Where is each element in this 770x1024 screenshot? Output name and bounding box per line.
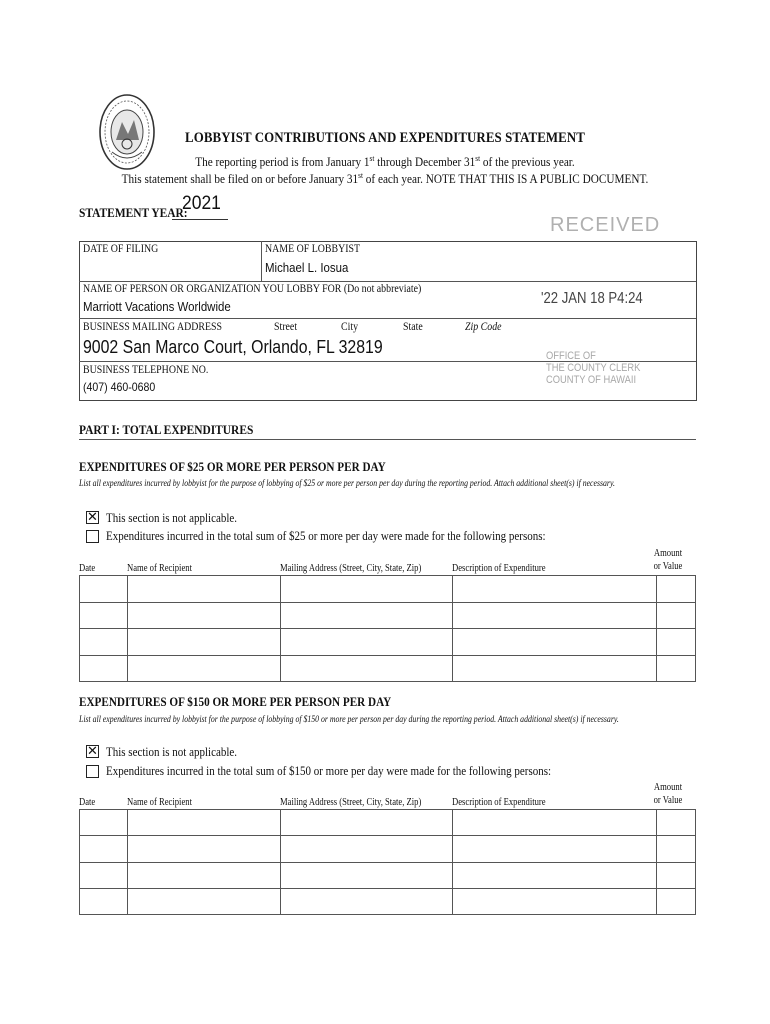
table-cell[interactable] <box>657 629 696 656</box>
street-label: Street <box>274 321 298 333</box>
table-cell[interactable] <box>281 655 453 682</box>
table-cell[interactable] <box>657 810 696 836</box>
col-mailing-address: Mailing Address (Street, City, State, Zip) <box>280 797 422 808</box>
form-title: LOBBYIST CONTRIBUTIONS AND EXPENDITURES STATEMENT <box>185 130 585 146</box>
col-amount: Amount or Value <box>653 782 683 806</box>
section-150-not-applicable-label: This section is not applicable. <box>106 745 238 759</box>
col-description: Description of Expenditure <box>452 797 546 808</box>
section-150-incurred-label: Expenditures incurred in the total sum of $150 or more per day were made for the following persons: <box>106 764 552 778</box>
table-cell[interactable] <box>128 576 281 603</box>
table-row <box>80 862 696 888</box>
table-cell[interactable] <box>128 810 281 836</box>
col-amount: Amount or Value <box>653 548 683 572</box>
date-of-filing-label: DATE OF FILING <box>83 243 159 255</box>
table-cell[interactable] <box>80 629 128 656</box>
col-name-of-recipient: Name of Recipient <box>127 563 192 574</box>
section-25-expenditure-table <box>79 575 696 682</box>
table-cell[interactable] <box>453 836 657 862</box>
section-150-incurred-checkbox[interactable] <box>86 765 99 778</box>
table-cell[interactable] <box>657 655 696 682</box>
table-cell[interactable] <box>128 629 281 656</box>
statement-year-field[interactable]: 2021 <box>182 193 221 214</box>
table-cell[interactable] <box>281 810 453 836</box>
col-mailing-address: Mailing Address (Street, City, State, Zip) <box>280 563 422 574</box>
table-cell[interactable] <box>80 810 128 836</box>
table-cell[interactable] <box>657 836 696 862</box>
divider <box>261 241 262 281</box>
received-stamp: RECEIVED <box>550 214 661 236</box>
table-cell[interactable] <box>128 862 281 888</box>
telephone-field[interactable]: (407) 460-0680 <box>83 380 156 394</box>
table-row <box>80 810 696 836</box>
table-cell[interactable] <box>281 602 453 629</box>
table-cell[interactable] <box>281 836 453 862</box>
table-cell[interactable] <box>80 862 128 888</box>
table-cell[interactable] <box>453 602 657 629</box>
part-one-title: PART I: TOTAL EXPENDITURES <box>79 422 254 437</box>
table-cell[interactable] <box>453 810 657 836</box>
table-cell[interactable] <box>80 836 128 862</box>
table-cell[interactable] <box>453 888 657 914</box>
table-cell[interactable] <box>80 576 128 603</box>
table-cell[interactable] <box>128 655 281 682</box>
section-25-incurred-label: Expenditures incurred in the total sum of $25 or more per day were made for the following persons: <box>106 529 546 543</box>
col-date: Date <box>79 797 96 808</box>
table-row <box>80 576 696 603</box>
table-cell[interactable] <box>281 629 453 656</box>
table-cell[interactable] <box>657 862 696 888</box>
divider <box>79 439 696 440</box>
table-cell[interactable] <box>80 655 128 682</box>
table-cell[interactable] <box>453 629 657 656</box>
lobbyist-name-field[interactable]: Michael L. Iosua <box>265 260 349 275</box>
city-label: City <box>341 321 359 333</box>
table-cell[interactable] <box>657 576 696 603</box>
section-150-not-applicable-checkbox[interactable]: ✕ <box>87 744 98 759</box>
divider <box>79 281 696 282</box>
section-150-title: EXPENDITURES OF $150 OR MORE PER PERSON PER DAY <box>79 694 392 709</box>
table-row <box>80 602 696 629</box>
section-25-incurred-checkbox[interactable] <box>86 530 99 543</box>
mailing-address-label: BUSINESS MAILING ADDRESS <box>83 321 223 333</box>
section-25-title: EXPENDITURES OF $25 OR MORE PER PERSON PER DAY <box>79 459 386 474</box>
county-clerk-stamp: OFFICE OF THE COUNTY CLERK COUNTY OF HAWAII <box>546 350 641 386</box>
table-cell[interactable] <box>281 888 453 914</box>
table-cell[interactable] <box>657 888 696 914</box>
telephone-label: BUSINESS TELEPHONE NO. <box>83 364 209 376</box>
table-row <box>80 888 696 914</box>
statement-year-label: STATEMENT YEAR: <box>79 205 188 220</box>
section-25-instruction: List all expenditures incurred by lobbyist for the purpose of lobbying of $25 or more per person per day during the reporting period. Attach additional sheet(s) if necessary. <box>79 479 615 489</box>
lobbyist-name-label: NAME OF LOBBYIST <box>265 243 361 255</box>
table-cell[interactable] <box>128 602 281 629</box>
table-cell[interactable] <box>281 862 453 888</box>
mailing-address-field[interactable]: 9002 San Marco Court, Orlando, FL 32819 <box>83 337 383 357</box>
organization-label: NAME OF PERSON OR ORGANIZATION YOU LOBBY FOR (Do not abbreviate) <box>83 283 422 295</box>
table-cell[interactable] <box>281 576 453 603</box>
col-date: Date <box>79 563 96 574</box>
table-cell[interactable] <box>453 576 657 603</box>
divider <box>79 318 696 319</box>
section-150-expenditure-table <box>79 809 696 915</box>
table-cell[interactable] <box>453 862 657 888</box>
zip-code-label: Zip Code <box>465 321 502 333</box>
table-row <box>80 836 696 862</box>
table-cell[interactable] <box>80 888 128 914</box>
table-cell[interactable] <box>657 602 696 629</box>
col-description: Description of Expenditure <box>452 563 546 574</box>
section-25-not-applicable-label: This section is not applicable. <box>106 511 238 525</box>
section-25-not-applicable-checkbox[interactable]: ✕ <box>87 510 98 525</box>
filing-deadline-text: This statement shall be filed on or before January 31st of each year. NOTE THAT THIS IS A PUBLIC DOCUMENT. <box>121 171 649 187</box>
table-cell[interactable] <box>128 888 281 914</box>
table-row <box>80 629 696 656</box>
table-cell[interactable] <box>453 655 657 682</box>
divider <box>79 361 696 362</box>
received-date-stamp: '22 JAN 18 P4:24 <box>541 290 643 307</box>
statement-year-underline <box>172 219 228 220</box>
organization-field[interactable]: Marriott Vacations Worldwide <box>83 299 231 314</box>
col-name-of-recipient: Name of Recipient <box>127 797 192 808</box>
table-row <box>80 655 696 682</box>
table-cell[interactable] <box>80 602 128 629</box>
table-cell[interactable] <box>128 836 281 862</box>
reporting-period-text: The reporting period is from January 1st through December 31st of the previous year. <box>195 154 575 170</box>
section-150-instruction: List all expenditures incurred by lobbyist for the purpose of lobbying of $150 or more per person per day during the reporting period. Attach additional sheet(s) if necessary. <box>79 715 619 725</box>
state-label: State <box>403 321 423 333</box>
